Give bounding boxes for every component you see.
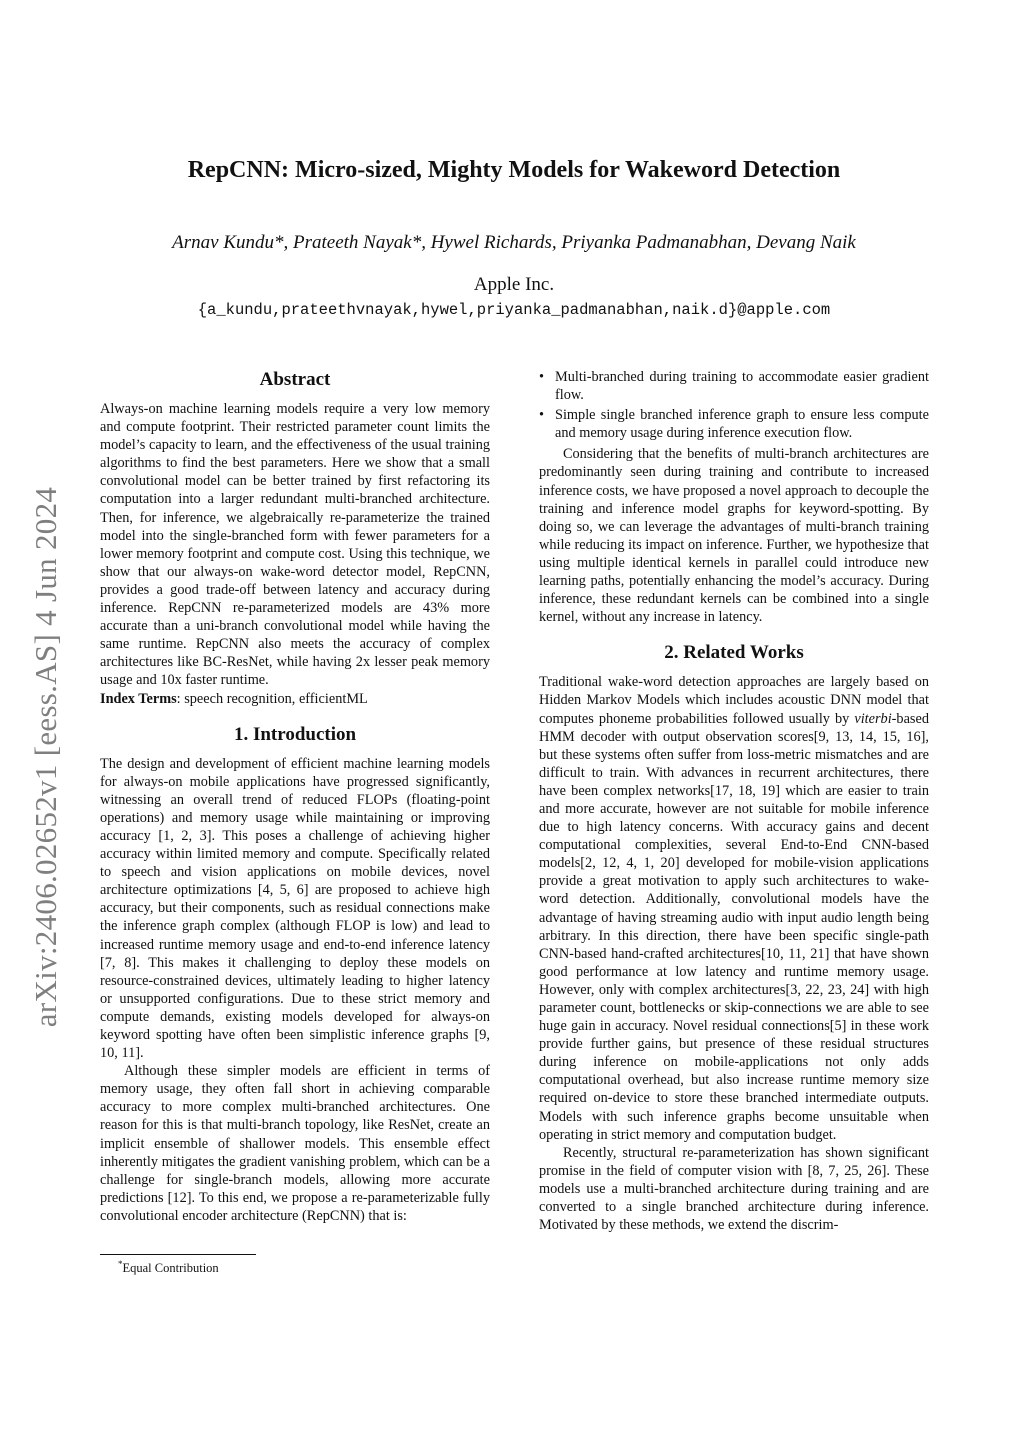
index-terms-label: Index Terms	[100, 690, 177, 707]
footnote	[118, 1259, 219, 1276]
intro-paragraph-1: The design and development of efficient machine learning models for always-on mobile applications have progressed significantly, witnessing an overall trend of reduced FLOPs (floating-point operations) and memory usage while maintaining or improving accuracy [1, 2, 3]. This poses a challenge of achieving higher accuracy within limited memory and compute. Specifically related to speech and vision applications on mobile devices, novel architecture optimizations [4, 5, 6] are proposed to achieve high accuracy, but their components, such as residual connections make the inference graph complex (although FLOP is low) and lead to increased runtime memory usage and end-to-end inference latency [7, 8]. This makes it challenging to deploy these models on resource-constrained devices, ultimately leading to higher latency or unsupported configurations. Due to these strict memory and compute demands, existing models developed for always-on keyword spotting have often been simplistic inference graphs [9, 10, 11].	[100, 755, 490, 1062]
footnote-text: Equal Contribution	[122, 1261, 219, 1276]
author-list: Arnav Kundu*, Prateeth Nayak*, Hywel Richards, Priyanka Padmanabhan, Devang Naik	[172, 232, 856, 253]
related-works-heading: 2. Related Works	[664, 642, 804, 664]
related-p1-emphasis: viterbi	[854, 710, 892, 727]
arxiv-stamp-text: arXiv:2406.02652v1 [eess.AS] 4 Jun 2024	[28, 486, 64, 1028]
introduction-heading: 1. Introduction	[233, 723, 357, 745]
footnote-divider	[100, 1254, 256, 1255]
footnote-mark: *	[118, 1259, 123, 1269]
paper-title: RepCNN: Micro-sized, Mighty Models for Wakeword Detection	[187, 157, 841, 183]
author-emails: {a_kundu,prateethvnayak,hywel,priyanka_padmanabhan,naik.d}@apple.com	[197, 301, 831, 319]
intro-paragraph-3: Considering that the benefits of multi-branch architectures are predominantly seen during training and contribute to increased inference costs, we have proposed a novel approach to decouple the training and inference model graphs for keyword-spotting. By doing so, we can leverage the advantages of multi-branch training while reducing its impact on inference. Further, we hypothesize that using multiple identical kernels in parallel could introduce new learning paths, potentially enhancing the model’s accuracy. During inference, these redundant kernels can be combined into a single kernel, without any increase in latency.	[539, 446, 929, 626]
intro-paragraph-2: Although these simpler models are efficient in terms of memory usage, they often fall short in achieving comparable accuracy to more complex multi-branched architectures. One reason for this is that multi-branch topology, like ResNet, create an implicit ensemble of shallower models. This ensemble effect inherently mitigates the gradient vanishing problem, which can be a challenge for single-branch models, allowing more accurate predictions [12]. To this end, we propose a re-parameterizable fully convolutional encoder architecture (RepCNN) that is:	[100, 1063, 490, 1224]
index-terms-value: : speech recognition, efficientML	[176, 690, 368, 707]
related-p1-start: Traditional wake-word detection approaches are largely based on Hidden Markov Models which includes acoustic DNN model that computes phoneme probabilities followed usually by	[539, 674, 929, 727]
abstract-text: Always-on machine learning models require a very low memory and compute footprint. Their restricted parameter count limits the model’s capacity to learn, and the effectiveness of the usual training algorithms to find the best parameters. Here we show that a small convolutional model can be better trained by first refactoring its computation into a larger redundant multi-branched architecture. Then, for inference, we algebraically re-parameterize the trained model into the single-branched form with fewer parameters for a lower memory footprint and compute cost. Using this technique, we show that our always-on wake-word detector model, RepCNN, provides a good trade-off between latency and accuracy during inference. RepCNN re-parameterized models are 43% more accurate than a uni-branch convolutional model while having the same runtime. RepCNN also meets the accuracy of complex architectures like BC-ResNet, while having 2x lesser peak memory usage and 10x faster runtime.	[100, 401, 490, 689]
contribution-list	[539, 368, 929, 442]
related-p1-rest: -based HMM decoder with output observation scores[9, 13, 14, 15, 16], but these systems often suffer from loss-metric mismatches and are difficult to train. With advances in recurrent architectures, there have been complex networks[17, 18, 19] which are easier to train and more accurate, however are not suitable for mobile inference due to high latency concerns. With accuracy gains and decent computational complexities, several End-to-End CNN-based models[2, 12, 4, 1, 20] developed for mobile-vision applications provide a great motivation to apply such architectures to wake-word detection. Additionally, convolutional models have the advantage of having streaming audio with input audio length being arbitrary. In this direction, there have been specific single-path CNN-based hand-crafted architectures[10, 11, 21] that have shown good performance at low latency and runtime memory usage. However, only with complex architectures[3, 22, 23, 24] with high parameter count, bottlenecks or skip-connections we are able to see huge gain in accuracy. Novel residual connections[5] in these work provide further gains, but presence of these residual structures during inference on mobile-applications not only adds computational overhead, but also increase runtime memory size required on-device to store these branched intermediate outputs. Models with such inference graphs become unsuitable when operating in strict memory and computation budget.	[539, 710, 929, 1143]
index-terms	[100, 690, 490, 708]
contribution-item: • Multi-branched during training to accommodate easier gradient flow.	[539, 368, 929, 404]
related-paragraph-1	[539, 673, 929, 1143]
related-paragraph-2: Recently, structural re-parameterization has shown significant promise in the field of computer vision with [8, 7, 25, 26]. These models use a multi-branched architecture during training and are converted to a single branched architecture during inference. Motivated by these methods, we extend the discrim-	[539, 1144, 929, 1234]
arxiv-stamp	[22, 455, 70, 1059]
abstract-heading: Abstract	[259, 369, 331, 390]
right-column	[539, 368, 929, 1234]
contribution-item: • Simple single branched inference graph to ensure less compute and memory usage during inference execution flow.	[539, 406, 929, 442]
left-column	[100, 368, 490, 1225]
affiliation: Apple Inc.	[473, 274, 555, 295]
